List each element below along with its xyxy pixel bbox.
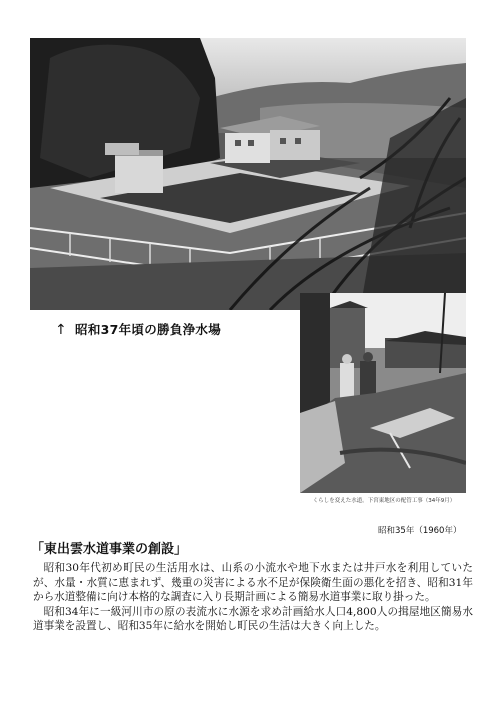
bottom-photo-date: 昭和35年（1960年）	[378, 526, 462, 536]
pipe-construction-photo	[300, 293, 466, 508]
body-paragraph: 昭和34年に一級河川市の原の表流水に水源を求め計画給水人口4,800人の揖屋地区簡易水道事業を設置し、昭和35年に給水を開始し町民の生活は大きく向上した。	[33, 605, 473, 633]
top-photo-caption	[55, 320, 221, 338]
bottom-photo-inner-caption: くらしを変えた水道。下宮東地区の配管工事（34年9月）	[312, 498, 456, 504]
section-title: 「東出雲水道事業の創設」	[31, 542, 188, 557]
up-arrow-icon: ↑	[55, 322, 68, 338]
water-plant-photo	[30, 38, 466, 310]
body-text	[33, 561, 473, 634]
top-photo-caption-text: 昭和37年頃の勝負浄水場	[75, 322, 222, 337]
body-paragraph: 昭和30年代初め町民の生活用水は、山系の小流水や地下水または井戸水を利用していたが、水量・水質に恵まれず、幾重の災害による水不足が保険衛生面の悪化を招き、昭和31年から水道整備に向け本格的な調査に入り長期計画による簡易水道事業に取り掛った。	[33, 562, 473, 604]
